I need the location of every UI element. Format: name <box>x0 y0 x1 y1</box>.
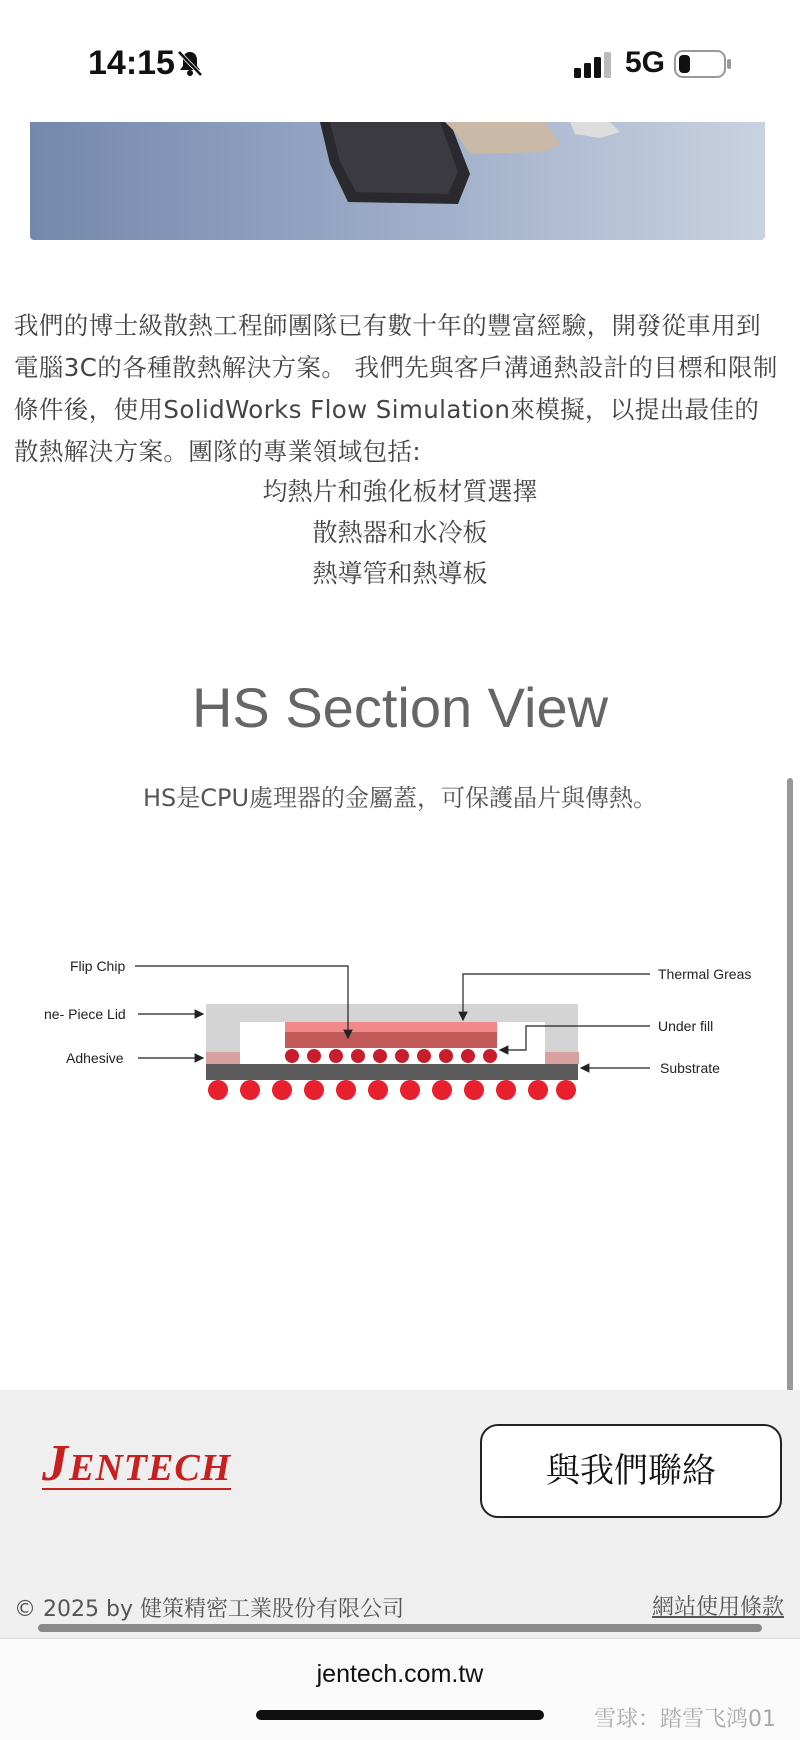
battery-icon <box>674 50 732 78</box>
hs-section-diagram <box>0 930 760 1130</box>
solder-ball-row <box>208 1080 576 1100</box>
label-substrate: Substrate <box>660 1060 720 1076</box>
signal-bars-icon <box>574 52 614 78</box>
bell-slash-icon <box>175 48 205 78</box>
substrate-layer <box>206 1064 578 1080</box>
label-under-fill: Under fill <box>658 1018 714 1034</box>
label-adhesive: Adhesive <box>66 1050 124 1066</box>
copyright-text: © 2025 by 健策精密工業股份有限公司 <box>14 1597 404 1622</box>
section-title: HS Section View <box>191 676 609 739</box>
label-flip-chip: Flip Chip <box>70 958 126 974</box>
network-type: 5G <box>625 46 666 79</box>
thermal-grease-layer <box>285 1022 497 1032</box>
product-photo <box>30 122 765 240</box>
chip-die <box>285 1032 497 1048</box>
expertise-item: 散熱器和水冷板 <box>312 518 488 547</box>
expertise-item: 熱導管和熱導板 <box>312 559 488 588</box>
hero-image <box>30 122 765 240</box>
horizontal-scrollbar[interactable] <box>38 1624 762 1632</box>
label-thermal-grease: Thermal Greas <box>658 966 752 982</box>
intro-paragraph: 我們的博士級散熱工程師團隊已有數十年的豐富經驗，開發從車用到電腦3C的各種散熱解決方案。 我們先與客戶溝通熱設計的目標和限制條件後，使用SolidWorks Flow Simulation來模擬，以提出最佳的散熱解決方案。團隊的專業領域包括: <box>14 311 778 466</box>
watermark-text: 雪球：踏雪飞鸿01 <box>594 1707 776 1732</box>
section-subtitle: HS是CPU處理器的金屬蓋，可保護晶片與傳熱。 <box>142 784 658 812</box>
expertise-item: 均熱片和強化板材質選擇 <box>262 477 538 506</box>
status-bar <box>0 0 800 120</box>
adhesive-left <box>206 1052 240 1064</box>
jentech-logo[interactable]: JENTECH <box>42 1435 232 1492</box>
contact-us-button[interactable]: 與我們聯絡 <box>480 1424 782 1518</box>
clock-time: 14:15 <box>88 44 175 82</box>
label-lid: ne- Piece Lid <box>44 1006 126 1022</box>
adhesive-right <box>545 1052 579 1064</box>
terms-of-use-link[interactable]: 網站使用條款 <box>651 1595 784 1620</box>
address-url[interactable]: jentech.com.tw <box>316 1660 484 1688</box>
home-indicator[interactable] <box>256 1710 544 1720</box>
